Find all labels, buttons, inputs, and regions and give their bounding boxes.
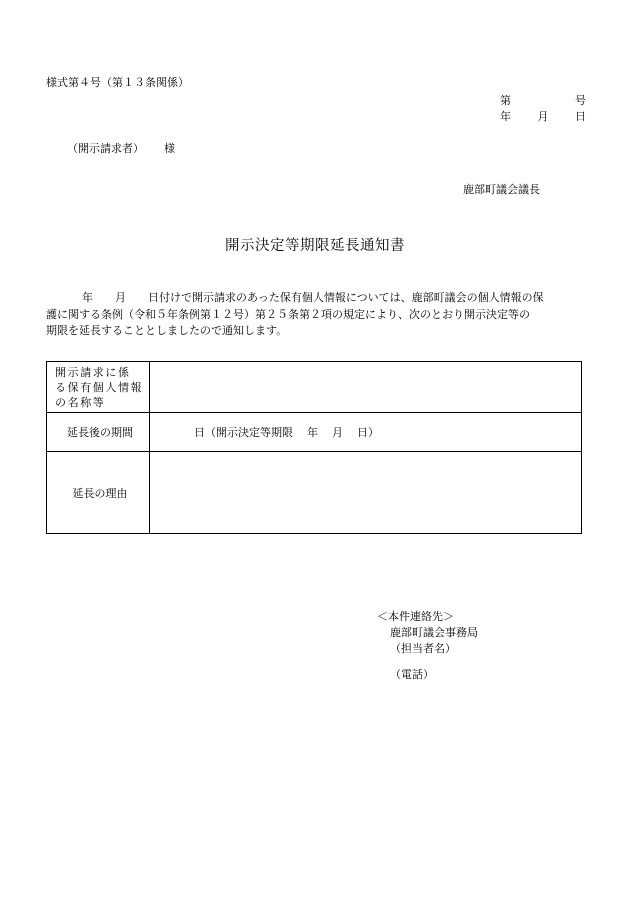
- body-paragraph: [46, 290, 586, 340]
- period-month: 月: [332, 426, 343, 439]
- contact-block: [377, 609, 478, 683]
- number-suffix: 号: [575, 94, 586, 107]
- document-number-line: [500, 92, 586, 108]
- body-line-3: 期限を延長することとしましたので通知します。: [46, 324, 288, 337]
- contact-office: 鹿部町議会事務局: [390, 626, 478, 639]
- number-prefix: 第: [500, 94, 511, 107]
- body-line-2: 護に関する条例（令和５年条例第１２号）第２５条第２項の規定により、次のとおり開示決定等の: [46, 307, 530, 321]
- recipient-honorific: 様: [164, 142, 175, 155]
- date-day: 日: [575, 110, 586, 123]
- contact-person: （担当者名）: [390, 642, 456, 655]
- info-name-label-line: の名称等: [55, 395, 106, 409]
- info-name-label: [47, 362, 150, 413]
- sender-name: 鹿部町議会議長: [463, 183, 540, 196]
- body-year: 年: [82, 291, 93, 304]
- info-table: [46, 361, 582, 534]
- body-line-1-rest: 日付けで開示請求のあった保有個人情報については、鹿部町議会の個人情報の保: [148, 291, 544, 304]
- period-day: 日（開示決定等期限: [194, 426, 293, 439]
- contact-heading: ＜本件連絡先＞: [377, 610, 454, 623]
- recipient-line: [67, 140, 175, 156]
- extension-reason-label: 延長の理由: [47, 452, 150, 534]
- table-row: [47, 413, 582, 452]
- body-month: 月: [115, 291, 126, 304]
- info-name-label-line: る保有個人情報: [55, 380, 144, 394]
- form-number-label: 様式第４号（第１３条関係）: [46, 76, 189, 89]
- date-year: 年: [500, 110, 511, 123]
- table-row: [47, 452, 582, 534]
- period-day-end: 日）: [357, 426, 379, 439]
- info-name-value[interactable]: [150, 362, 582, 413]
- table-row: [47, 362, 582, 413]
- info-name-label-line: 開示請求に係: [55, 365, 131, 379]
- extended-period-value[interactable]: [150, 413, 582, 452]
- body-line-1: [46, 290, 586, 307]
- extension-reason-value[interactable]: [150, 452, 582, 534]
- date-month: 月: [537, 110, 549, 123]
- recipient-label: （開示請求者）: [67, 142, 144, 155]
- contact-phone: （電話）: [390, 668, 434, 681]
- period-year: 年: [307, 426, 318, 439]
- document-date-line: [500, 108, 586, 124]
- document-title: 開示決定等期限延長通知書: [225, 238, 405, 254]
- extended-period-label: 延長後の期間: [47, 413, 150, 452]
